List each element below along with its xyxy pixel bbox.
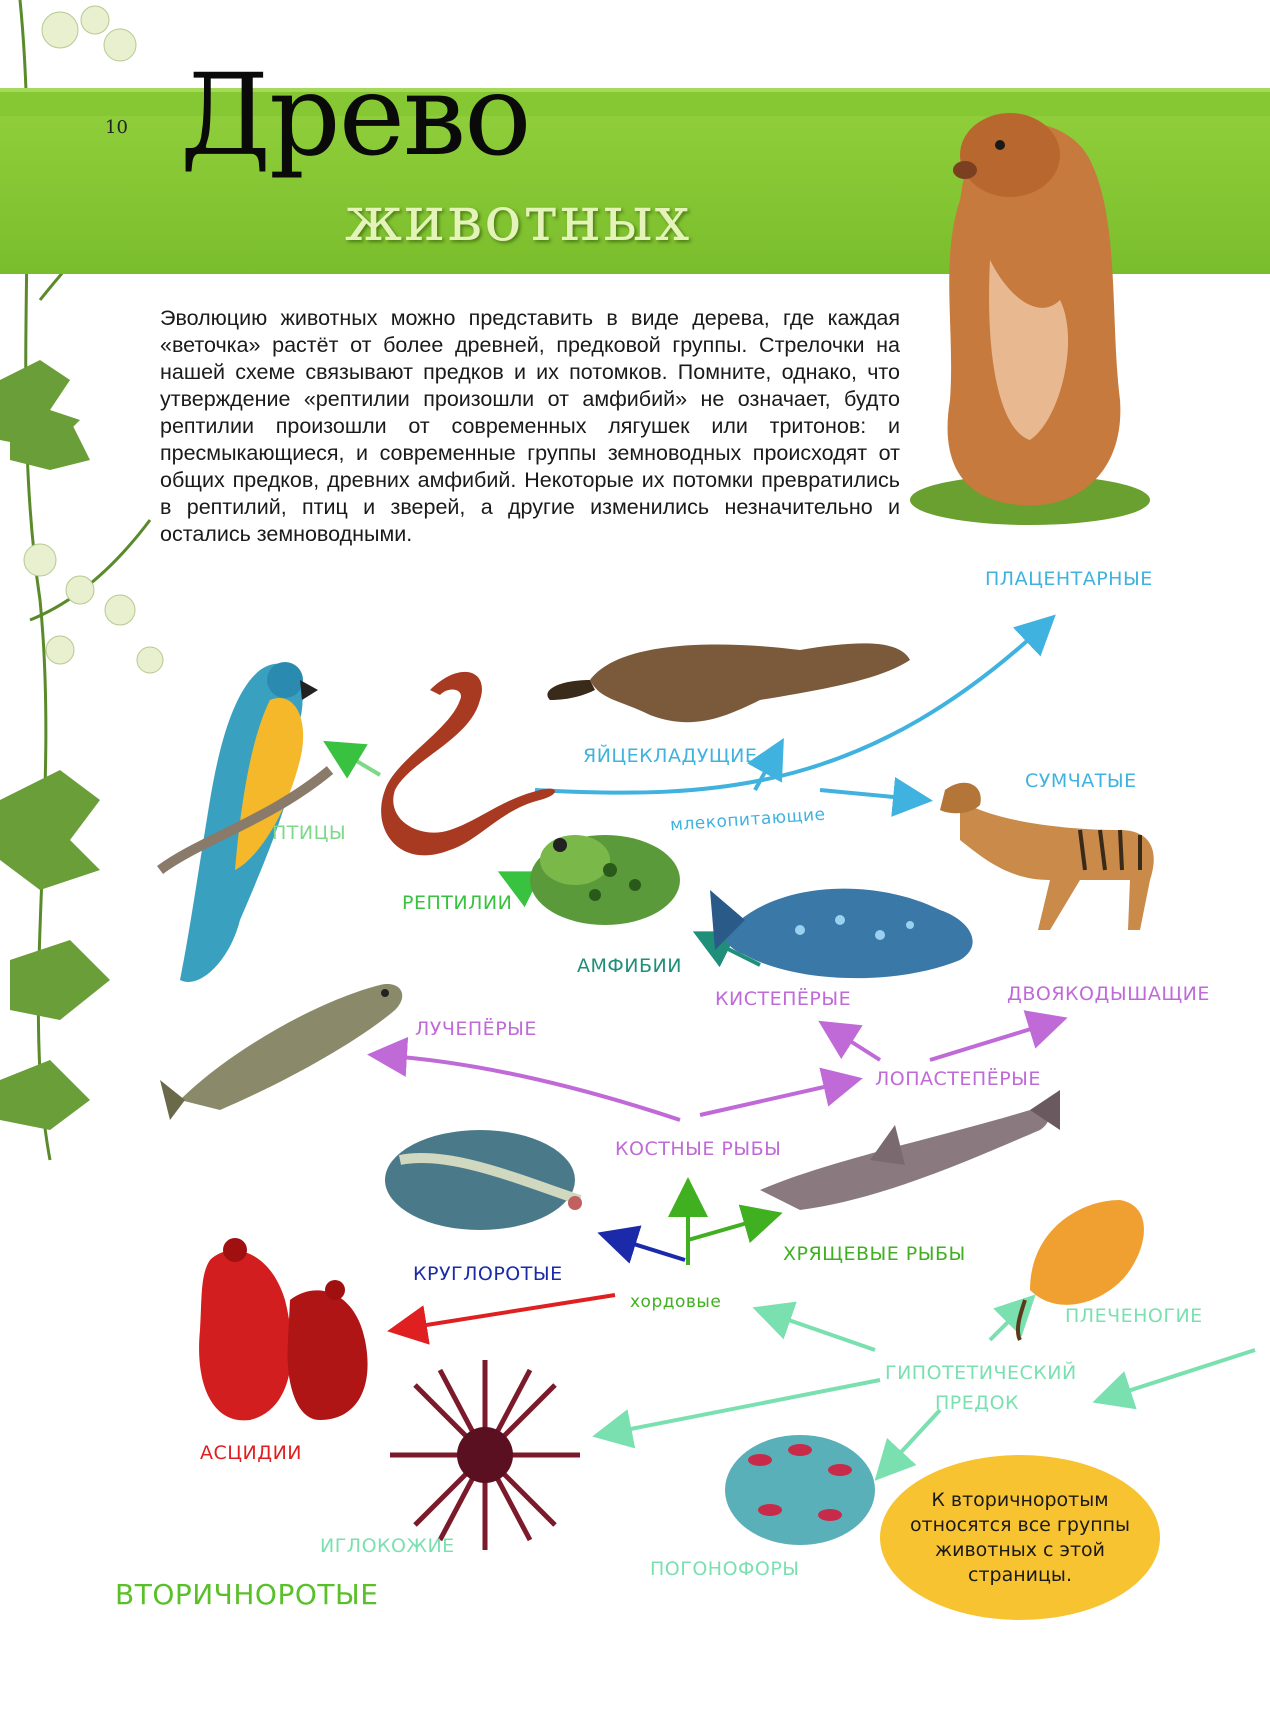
thylacine-icon xyxy=(940,783,1154,930)
page-number: 10 xyxy=(105,117,128,138)
page-subtitle: животных xyxy=(345,182,692,255)
label-cyclostomes: КРУГЛОРОТЫЕ xyxy=(413,1263,563,1285)
cobra-icon xyxy=(381,672,555,855)
label-birds: ПТИЦЫ xyxy=(272,822,347,844)
label-deuterostomes: ВТОРИЧНОРОТЫЕ xyxy=(115,1578,379,1611)
label-marsupials: СУМЧАТЫЕ xyxy=(1025,770,1137,792)
callout-ellipse xyxy=(880,1455,1160,1620)
intro-paragraph: Эволюцию животных можно представить в виде дерева, где каждая «веточка» растёт от более древней, предковой группы. Стрелочки на нашей схеме связывают предков и их потомков. Помните, однако, что утверждение «рептилии произошли от амфибий» не означает, будто рептилии произошли от современных лягушек или тритонов: и пресмыкающиеся, и современные группы земноводных происходят от общих предков, древних амфибий. Некоторые их потомки превратились в рептилий, птиц и зверей, а другие изменились незначительно и остались земноводными. xyxy=(160,306,900,546)
page-title: Древо xyxy=(180,51,530,181)
label-chordates: хордовые xyxy=(630,1292,722,1312)
label-amphibians: АМФИБИИ xyxy=(577,955,682,977)
label-lungfish: ДВОЯКОДЫШАЩИЕ xyxy=(1007,983,1210,1005)
lamprey-icon xyxy=(385,1130,582,1230)
label-hypothetical-ancestor-1: ГИПОТЕТИЧЕСКИЙ xyxy=(885,1362,1077,1384)
label-ascidians: АСЦИДИИ xyxy=(200,1442,302,1464)
label-cartilaginous: ХРЯЩЕВЫЕ РЫБЫ xyxy=(783,1243,966,1265)
label-egg-laying: ЯЙЦЕКЛАДУЩИЕ xyxy=(583,745,758,767)
label-placental: ПЛАЦЕНТАРНЫЕ xyxy=(985,568,1153,590)
label-brachiopods: ПЛЕЧЕНОГИЕ xyxy=(1065,1305,1203,1327)
label-hypothetical-ancestor-2: ПРЕДОК xyxy=(935,1392,1020,1414)
coelacanth-icon xyxy=(710,889,973,979)
platypus-icon xyxy=(547,643,910,722)
label-lobe-finned: ЛОПАСТЕПЁРЫЕ xyxy=(875,1068,1041,1090)
label-echinoderms: ИГЛОКОЖИЕ xyxy=(320,1535,455,1557)
sea-urchin-icon xyxy=(390,1360,580,1550)
cod-icon xyxy=(160,984,402,1120)
label-reptiles: РЕПТИЛИИ xyxy=(402,892,513,914)
label-pogonophores: ПОГОНОФОРЫ xyxy=(650,1558,800,1580)
label-bony-fish: КОСТНЫЕ РЫБЫ xyxy=(615,1138,782,1160)
hammerhead-shark-icon xyxy=(760,1090,1060,1210)
label-mammals: млекопитающие xyxy=(669,804,827,836)
label-ray-finned: ЛУЧЕПЁРЫЕ xyxy=(415,1018,537,1040)
pogonophore-icon xyxy=(725,1435,875,1545)
callout-text: К вторичноротым относятся все группы животных с этой страницы. xyxy=(909,1488,1131,1586)
label-lobe-cross: КИСТЕПЁРЫЕ xyxy=(715,988,852,1010)
ascidian-icon xyxy=(199,1238,368,1420)
frog-icon xyxy=(530,835,680,925)
